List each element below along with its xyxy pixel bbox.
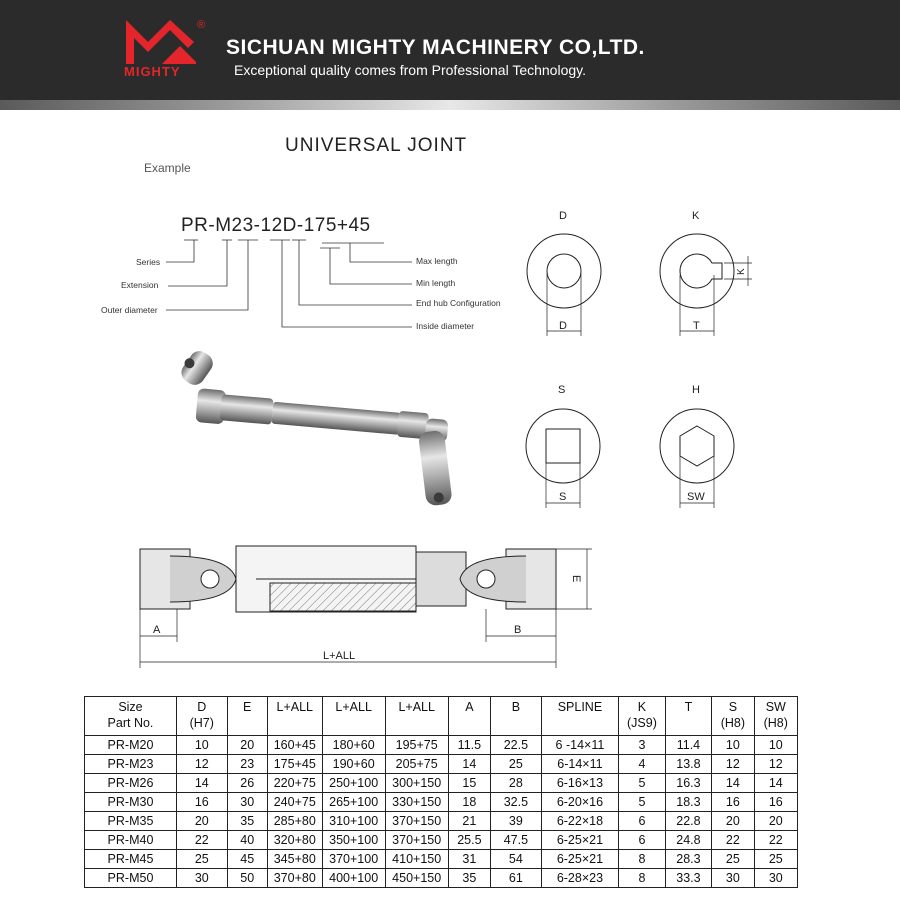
table-cell: 5 — [619, 774, 666, 793]
table-header-cell — [176, 697, 227, 736]
table-cell: 410+150 — [385, 850, 448, 869]
dim-e-label: E — [570, 575, 582, 583]
table-header-cell — [541, 697, 619, 736]
table-cell: 175+45 — [267, 755, 322, 774]
table-cell: 6-22×18 — [541, 812, 619, 831]
table-cell: 12 — [712, 755, 754, 774]
table-cell: 330+150 — [385, 793, 448, 812]
table-cell: 28 — [491, 774, 542, 793]
part-number-cell: PR-M35 — [85, 812, 177, 831]
table-cell: 22 — [176, 831, 227, 850]
table-cell: 30 — [227, 793, 267, 812]
table-cell: 350+100 — [322, 831, 385, 850]
table-cell: 28.3 — [665, 850, 712, 869]
table-row — [85, 755, 798, 774]
table-cell: 285+80 — [267, 812, 322, 831]
table-header-cell — [754, 697, 797, 736]
header-line: K — [637, 700, 647, 714]
header-line: SPLINE — [557, 700, 603, 714]
table-cell: 6-25×21 — [541, 831, 619, 850]
table-cell: 22 — [712, 831, 754, 850]
table-cell: 265+100 — [322, 793, 385, 812]
header-line: D — [197, 700, 207, 714]
bore-h-dim: SW — [687, 491, 705, 503]
header-line: (H8) — [720, 716, 746, 730]
table-cell: 18.3 — [665, 793, 712, 812]
table-cell: 14 — [448, 755, 490, 774]
table-cell: 35 — [448, 869, 490, 888]
page-title: UNIVERSAL JOINT — [285, 135, 468, 156]
example-label: Example — [144, 161, 191, 175]
table-cell: 30 — [176, 869, 227, 888]
table-cell: 345+80 — [267, 850, 322, 869]
table-header-row — [85, 697, 798, 736]
table-cell: 25 — [712, 850, 754, 869]
table-header-cell — [712, 697, 754, 736]
table-cell: 6-25×21 — [541, 850, 619, 869]
bore-s-title: S — [558, 384, 566, 396]
table-cell: 13.8 — [665, 755, 712, 774]
table-cell: 250+100 — [322, 774, 385, 793]
header-line: (H8) — [763, 716, 788, 730]
table-cell: 370+80 — [267, 869, 322, 888]
part-number-cell: PR-M40 — [85, 831, 177, 850]
table-cell: 8 — [619, 850, 666, 869]
table-cell: 195+75 — [385, 736, 448, 755]
label-series: Series — [136, 257, 161, 267]
table-cell: 3 — [619, 736, 666, 755]
bore-type-d-diagram — [527, 210, 601, 336]
table-cell: 47.5 — [491, 831, 542, 850]
table-cell: 5 — [619, 793, 666, 812]
table-header-cell — [227, 697, 267, 736]
header-line: SW — [765, 700, 786, 714]
table-row — [85, 793, 798, 812]
table-cell: 300+150 — [385, 774, 448, 793]
table-cell: 33.3 — [665, 869, 712, 888]
bore-d-title: D — [559, 210, 567, 222]
table-cell: 6 — [619, 812, 666, 831]
part-number-cell: PR-M26 — [85, 774, 177, 793]
table-header-cell — [385, 697, 448, 736]
table-cell: 45 — [227, 850, 267, 869]
table-cell: 21 — [448, 812, 490, 831]
part-number-cell: PR-M45 — [85, 850, 177, 869]
part-number-cell: PR-M20 — [85, 736, 177, 755]
table-row — [85, 831, 798, 850]
table-cell: 14 — [712, 774, 754, 793]
header-line: T — [684, 700, 693, 714]
table-row — [85, 812, 798, 831]
universal-joint-render — [168, 346, 464, 509]
table-row — [85, 850, 798, 869]
table-header-cell — [665, 697, 712, 736]
dim-total-label: L+ALL — [323, 650, 356, 662]
part-number-cell: PR-M50 — [85, 869, 177, 888]
logo-text: MIGHTY — [124, 64, 181, 79]
part-number-cell: PR-M30 — [85, 793, 177, 812]
table-cell: 370+150 — [385, 831, 448, 850]
table-cell: 25 — [754, 850, 797, 869]
header-line: E — [243, 700, 252, 714]
table-row — [85, 736, 798, 755]
table-cell: 25.5 — [448, 831, 490, 850]
bore-k-side-dim: K — [736, 268, 747, 275]
table-cell: 30 — [712, 869, 754, 888]
bore-d-dim: D — [559, 320, 567, 332]
header-line: A — [465, 700, 474, 714]
label-outer-diameter: Outer diameter — [101, 305, 158, 315]
table-cell: 370+150 — [385, 812, 448, 831]
table-cell: 18 — [448, 793, 490, 812]
table-cell: 220+75 — [267, 774, 322, 793]
table-cell: 190+60 — [322, 755, 385, 774]
table-header-cell — [619, 697, 666, 736]
table-cell: 4 — [619, 755, 666, 774]
table-cell: 6 -14×11 — [541, 736, 619, 755]
table-header-cell — [491, 697, 542, 736]
table-cell: 6-16×13 — [541, 774, 619, 793]
table-cell: 22.8 — [665, 812, 712, 831]
table-cell: 22 — [754, 831, 797, 850]
side-view-drawing — [140, 546, 592, 668]
table-cell: 10 — [176, 736, 227, 755]
table-cell: 11.5 — [448, 736, 490, 755]
registered-mark: ® — [197, 19, 206, 31]
bore-type-k-diagram — [660, 210, 752, 336]
table-cell: 20 — [227, 736, 267, 755]
header-line: L+ALL — [276, 700, 313, 714]
table-cell: 400+100 — [322, 869, 385, 888]
bore-k-dim: T — [693, 320, 700, 332]
table-header-cell — [85, 697, 177, 736]
bore-type-h-diagram — [660, 384, 734, 508]
table-cell: 12 — [754, 755, 797, 774]
table-cell: 61 — [491, 869, 542, 888]
table-cell: 370+100 — [322, 850, 385, 869]
dim-b-label: B — [514, 624, 522, 636]
label-end-hub: End hub Configuration — [416, 298, 501, 308]
spec-table — [84, 696, 798, 888]
bore-h-title: H — [692, 384, 700, 396]
table-header-cell — [448, 697, 490, 736]
table-cell: 24.8 — [665, 831, 712, 850]
table-cell: 30 — [754, 869, 797, 888]
header-line: Size — [118, 700, 143, 714]
table-cell: 12 — [176, 755, 227, 774]
table-cell: 205+75 — [385, 755, 448, 774]
bore-k-title: K — [692, 210, 700, 222]
table-cell: 54 — [491, 850, 542, 869]
company-tagline: Exceptional quality comes from Professional Technology. — [234, 62, 586, 78]
table-cell: 15 — [448, 774, 490, 793]
table-cell: 6-20×16 — [541, 793, 619, 812]
table-row — [85, 774, 798, 793]
header-line: L+ALL — [335, 700, 372, 714]
table-cell: 16 — [712, 793, 754, 812]
table-cell: 310+100 — [322, 812, 385, 831]
table-cell: 31 — [448, 850, 490, 869]
label-max-length: Max length — [416, 256, 458, 266]
table-cell: 35 — [227, 812, 267, 831]
header-line: (H7) — [189, 716, 214, 730]
table-cell: 22.5 — [491, 736, 542, 755]
table-row — [85, 869, 798, 888]
table-cell: 16.3 — [665, 774, 712, 793]
table-cell: 16 — [754, 793, 797, 812]
table-cell: 25 — [176, 850, 227, 869]
company-name: SICHUAN MIGHTY MACHINERY CO,LTD. — [226, 36, 645, 59]
table-cell: 32.5 — [491, 793, 542, 812]
table-cell: 6 — [619, 831, 666, 850]
table-cell: 10 — [712, 736, 754, 755]
table-cell: 16 — [176, 793, 227, 812]
table-cell: 320+80 — [267, 831, 322, 850]
table-cell: 25 — [491, 755, 542, 774]
table-header-cell — [267, 697, 322, 736]
header-line: B — [511, 700, 521, 714]
table-header-cell — [322, 697, 385, 736]
table-cell: 6-14×11 — [541, 755, 619, 774]
table-cell: 14 — [176, 774, 227, 793]
table-cell: 450+150 — [385, 869, 448, 888]
header-line: Part No. — [107, 716, 154, 730]
table-cell: 39 — [491, 812, 542, 831]
table-cell: 20 — [754, 812, 797, 831]
table-cell: 50 — [227, 869, 267, 888]
table-cell: 40 — [227, 831, 267, 850]
bore-type-s-diagram — [526, 384, 600, 508]
table-cell: 240+75 — [267, 793, 322, 812]
table-cell: 160+45 — [267, 736, 322, 755]
table-cell: 10 — [754, 736, 797, 755]
bore-s-dim: S — [559, 491, 567, 503]
header-line: (JS9) — [627, 716, 657, 730]
table-cell: 23 — [227, 755, 267, 774]
table-cell: 8 — [619, 869, 666, 888]
table-cell: 6-28×23 — [541, 869, 619, 888]
table-cell: 11.4 — [665, 736, 712, 755]
code-leader-lines — [166, 240, 412, 327]
header-line: L+ALL — [398, 700, 435, 714]
table-cell: 20 — [176, 812, 227, 831]
dim-a-label: A — [153, 624, 161, 636]
table-cell: 180+60 — [322, 736, 385, 755]
part-number-cell: PR-M23 — [85, 755, 177, 774]
label-min-length: Min length — [416, 278, 456, 288]
header-line: S — [728, 700, 738, 714]
label-extension: Extension — [121, 280, 159, 290]
table-cell: 26 — [227, 774, 267, 793]
table-cell: 14 — [754, 774, 797, 793]
label-inside-diameter: Inside diameter — [416, 321, 475, 331]
example-part-code: PR-M23-12D-175+45 — [181, 215, 371, 236]
table-cell: 20 — [712, 812, 754, 831]
